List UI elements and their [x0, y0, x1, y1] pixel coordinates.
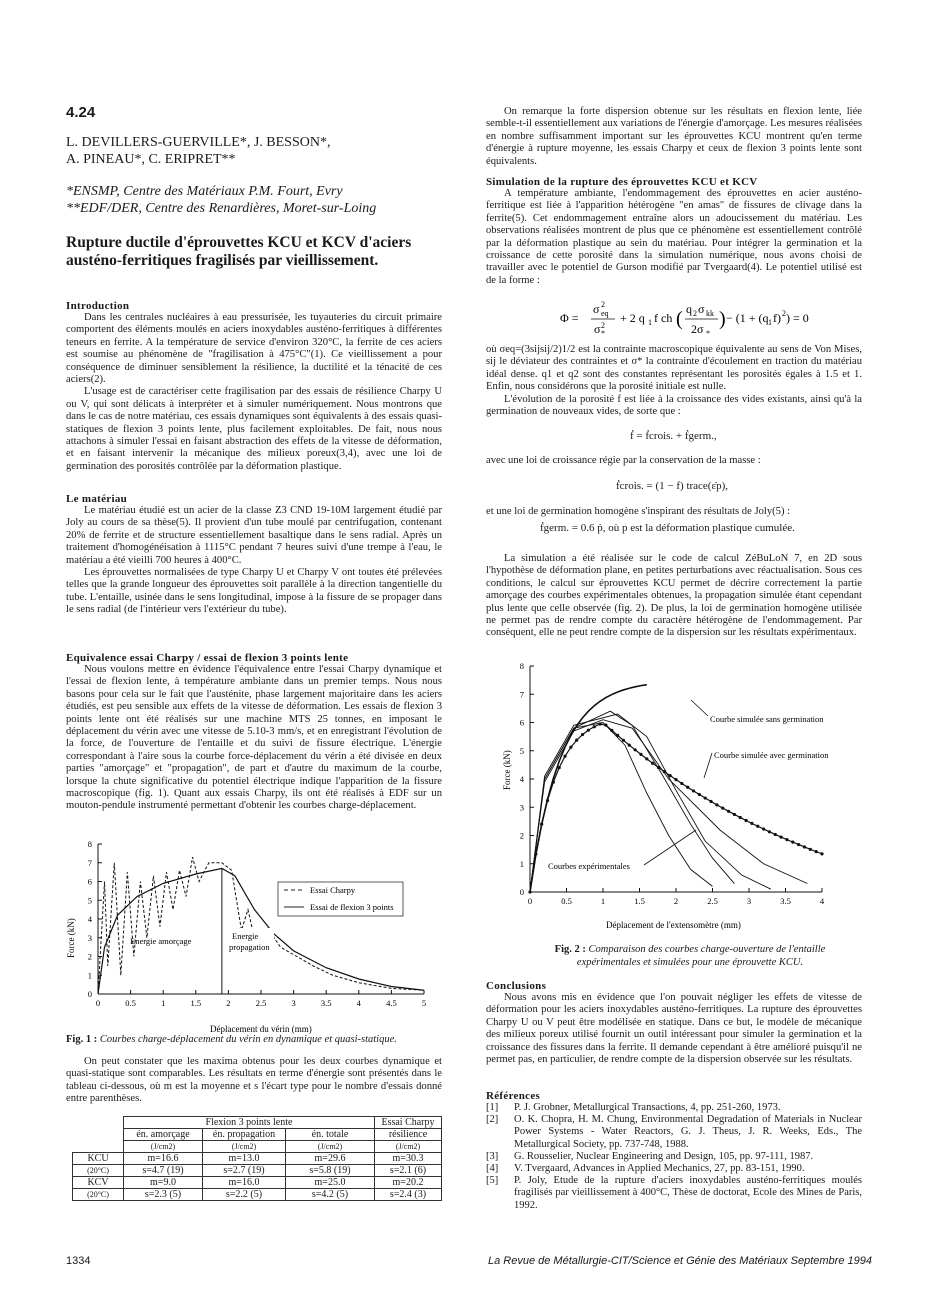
x-tick-label: 0.5 [561, 896, 572, 906]
reference-item: [5] P. Joly, Etude de la rupture d'aciers inoxydables austéno-ferritiques moulés fragilisés par vieillissement à 400°C, Thèse de doctorat, Ecole des Mines de Paris, 1992. [486, 1175, 862, 1211]
y-tick-label: 3 [519, 802, 524, 813]
page-number: 1334 [66, 1255, 91, 1267]
simulation-paragraph-4: avec une loi de croissance régie par la conservation de la masse : [486, 455, 761, 466]
y-tick-label: 7 [87, 857, 92, 868]
svg-text:eq: eq [601, 309, 609, 318]
equivalence-paragraph-2-wrap [66, 1056, 442, 1106]
table-col-propagation: én. propagation [203, 1129, 286, 1141]
table-cell: m=9.0 [124, 1177, 203, 1189]
figure-2-caption-2: expérimentales et simulées pour une éprouvette KCU. [576, 956, 804, 968]
table-cell: s=5.8 (19) [286, 1165, 375, 1177]
materiau-section [66, 493, 442, 617]
svg-text:1: 1 [648, 318, 652, 327]
figure-2-caption [520, 944, 860, 969]
table-header-charpy: Essai Charpy [375, 1117, 442, 1129]
affiliation-2: **EDF/DER, Centre des Renardières, Moret-sur-Loing [66, 201, 377, 216]
table-cell: m=29.6 [286, 1153, 375, 1165]
figure-2-xlabel: Déplacement de l'extensomètre (mm) [606, 920, 741, 930]
title-line-1: Rupture ductile d'éprouvettes KCU et KCV d'aciers [66, 234, 412, 251]
equation-gurson [560, 298, 809, 340]
svg-text:) = 0: ) = 0 [786, 311, 809, 325]
conclusions-section [486, 980, 862, 1066]
introduction-heading: Introduction [66, 300, 130, 312]
introduction-section [66, 300, 442, 473]
authors-line-2: A. PINEAU*, C. ERIPRET** [66, 152, 236, 167]
right-p5-wrap [486, 506, 862, 518]
y-tick-label: 6 [519, 717, 524, 728]
y-tick-label: 2 [519, 830, 524, 841]
table-unit: (J/cm2) [286, 1141, 375, 1153]
results-table-wrap [72, 1116, 442, 1201]
y-tick-label: 3 [87, 932, 92, 943]
x-tick-label: 1.5 [190, 998, 202, 1008]
table-cell: s=4.7 (19) [124, 1165, 203, 1177]
svg-text:Φ =: Φ = [560, 311, 579, 325]
svg-text:): ) [719, 308, 726, 330]
annotation-amorcage: Energie amorçage [130, 936, 192, 946]
svg-text:q: q [686, 302, 692, 316]
table-cell: s=2.1 (6) [375, 1165, 442, 1177]
table-row-temp: (20°C) [73, 1189, 124, 1201]
y-tick-label: 0 [87, 989, 92, 999]
legend-charpy: Essai Charpy [310, 885, 356, 895]
table-row-temp: (20°C) [73, 1165, 124, 1177]
y-tick-label: 0 [519, 887, 524, 897]
x-tick-label: 5 [421, 998, 427, 1008]
y-tick-label: 5 [519, 745, 524, 756]
paper-title [66, 234, 476, 270]
y-tick-label: 2 [87, 951, 92, 962]
x-tick-label: 0.5 [125, 998, 136, 1008]
simulation-heading: Simulation de la rupture des éprouvettes KCU et KCV [486, 176, 758, 189]
x-tick-label: 2 [226, 998, 231, 1008]
table-col-resilience: résilience [375, 1129, 442, 1141]
equivalence-section [66, 652, 442, 813]
equivalence-heading: Equivalence essai Charpy / essai de flexion 3 points lente [66, 652, 349, 664]
reference-item: [2] O. K. Chopra, H. M. Chung, Environmental Degradation of Materials in Nuclear Power Systems - Water Reactors, G. J. Theus, J. R. Weeks, Eds., The Metallurgical Society, pp. 737-748, 1988. [486, 1114, 862, 1150]
svg-text:1: 1 [768, 318, 772, 327]
materiau-paragraph-2: Les éprouvettes normalisées de type Charpy U et Charpy V ont toutes été prélevées telles que la grande longueur des éprouvettes soit parallèle à la direction tangentielle du tube. L'entaille, usinée dans le sens longitudinal, impose à la fissure de se propager dans le sens radial (de l'intérieur vers l'extérieur du tube). [66, 567, 442, 616]
svg-text:− (1 + (q: − (1 + (q [726, 311, 769, 325]
equation-nucleation: ḟgerm. = 0.6 ṗ, où p est la déformation plastique cumulée. [540, 522, 795, 534]
svg-text:σ: σ [593, 302, 600, 316]
introduction-paragraph-2: L'usage est de caractériser cette fragilisation par des essais de résilience Charpy U ou V, qui sont délicats à interpréter et à simuler numériquement. Nous montrons que dans le cas de notre matériau, ces essais dynamiques sont équivalents à des essais quasi-statiques de flexion 3 points lente, plus facilement exploitables. De fait, nous nous attachons à simuler l'essai en faisant abstraction des effets de la vitesse de déformation, et en faisant intervenir la mécanique des milieux poreux(3,4), avec une loi de germination des porosités contrôlée par la déformation plastique. [66, 386, 442, 472]
equivalence-paragraph-2: On peut constater que les maxima obtenus pour les deux courbes dynamique et quasi-statique sont comparables. Les résultats en terme d'énergie sont présentés dans le tableau ci-dessous, où m est la moyenne et s l'écart type pour le nombre d'essais donné entre parenthèses. [66, 1056, 442, 1105]
figure-1-caption-text: Courbes charge-déplacement du vérin en dynamique et quasi-statique. [99, 1034, 397, 1045]
table-cell: s=2.7 (19) [203, 1165, 286, 1177]
y-tick-label: 4 [519, 774, 524, 784]
svg-text:2: 2 [693, 309, 697, 318]
equation-porosity: ḟ = ḟcrois. + ḟgerm., [630, 430, 717, 442]
x-tick-label: 2.5 [707, 896, 718, 906]
y-tick-label: 1 [87, 970, 92, 981]
journal-footer: La Revue de Métallurgie-CIT/Science et Génie des Matériaux Septembre 1994 [488, 1255, 872, 1267]
table-unit: (J/cm2) [203, 1141, 286, 1153]
right-p4-wrap [486, 455, 862, 467]
x-tick-label: 3 [291, 998, 296, 1008]
svg-text:2: 2 [601, 300, 605, 309]
introduction-paragraph-1: Dans les centrales nucléaires à eau pressurisée, les tuyauteries du circuit primaire comportent des éléments moulés en aciers inoxydables austéno-ferritiques à différentes teneurs en ferrite. A la température de service d'environ 320°C, la ferrite de ces aciers est soumise au phénomène de "fragilisation à 475°C"(1). Ce vieillissement a pour conséquence de diminuer sensiblement la résilience, la ductilité et la ténacité de ces aciers(2). [66, 312, 442, 386]
table-col-amorcage: én. amorçage [124, 1129, 203, 1141]
x-tick-label: 4.5 [386, 998, 397, 1008]
svg-text:σ: σ [698, 302, 705, 316]
right-column-mid [486, 344, 862, 418]
x-tick-label: 3.5 [780, 896, 791, 906]
y-tick-label: 5 [87, 895, 92, 906]
simulation-paragraph-2: où σeq=(3sijsij/2)1/2 est la contrainte macroscopique équivalente au sens de Von Mises, sij le déviateur des contraintes et σ* la contrainte d'écoulement en traction du matériau idéal dense. q1 et q2 sont des constantes représentant les porosités égales à 1.5 et 1. Enfin, nous considérons que la porosité initiale est nulle. [486, 344, 862, 393]
simulation-paragraph-5: et une loi de germination homogène s'inspirant des résultats de Joly(5) : [486, 506, 791, 517]
table-cell: m=16.0 [203, 1177, 286, 1189]
table-cell: s=2.3 (5) [124, 1189, 203, 1201]
authors [66, 134, 330, 168]
simulation-paragraph-6: La simulation a été réalisée sur le code de calcul ZéBuLoN 7, en 2D sous l'hypothèse de déformation plane, en petites perturbations avec réactualisation. Sous ces conditions, le calcul sur éprouvettes KCU permet de décrire correctement la partie amorçage des courbes expérimentales obtenues, la propagation simulée étant cependant plus lente que celle observée (fig. 2). De plus, la loi de germination homogène utilisée ne permet pas de rendre compte du caractère hétérogène de l'endommagement. Par conséquent, elle ne peut rendre compte de la dispersion sur les résultats expérimentaux. [486, 553, 862, 639]
figure-1-axes [88, 839, 426, 1008]
figure-2-ylabel: Force (kN) [502, 750, 512, 790]
y-tick-label: 6 [87, 876, 92, 887]
figure-1-chart [60, 838, 444, 1034]
right-p6-wrap [486, 553, 862, 640]
svg-text:2: 2 [782, 309, 786, 318]
reference-item: [3] G. Rousselier, Nuclear Engineering and Design, 105, pp. 97-111, 1987. [486, 1150, 814, 1162]
conclusions-heading: Conclusions [486, 980, 547, 992]
svg-text:f ch: f ch [654, 311, 673, 325]
figure-1-legend [278, 882, 403, 916]
svg-text:*: * [706, 329, 710, 338]
right-column-top [486, 106, 862, 287]
x-tick-label: 1 [600, 896, 606, 906]
x-tick-label: 4 [356, 998, 361, 1008]
table-col-totale: én. totale [286, 1129, 375, 1141]
figure-2-caption-1: Comparaison des courbes charge-ouverture de l'entaille [588, 944, 826, 955]
table-cell: s=2.2 (5) [203, 1189, 286, 1201]
table-cell: m=30.3 [375, 1153, 442, 1165]
title-line-2: austéno-ferritiques fragilisés par vieillissement. [66, 252, 379, 269]
table-cell: m=20.2 [375, 1177, 442, 1189]
figure-1-label: Fig. 1 : [66, 1034, 98, 1045]
figure-1-caption [66, 1034, 446, 1047]
x-tick-label: 0 [527, 896, 533, 906]
figure-2-label: Fig. 2 : [554, 944, 586, 955]
svg-text:2σ: 2σ [691, 322, 704, 336]
svg-text:σ: σ [594, 322, 601, 336]
svg-text:2: 2 [601, 321, 605, 330]
table-cell: s=2.4 (3) [375, 1189, 442, 1201]
authors-line-1: L. DEVILLERS-GUERVILLE*, J. BESSON*, [66, 135, 331, 150]
right-paragraph-0: On remarque la forte dispersion obtenue sur les résultats en flexion lente, liée semble-t-il essentiellement aux variations de l'énergie d'amorçage. Les mesures réalisées en nombre suffisamment important sur les éprouvettes KCU montrent qu'en terme d'énergie à rupture moyenne, les essais Charpy et ceux de flexion 3 points lente sont équivalents. [486, 106, 862, 167]
svg-text:kk: kk [706, 309, 714, 318]
table-cell: s=4.2 (5) [286, 1189, 375, 1201]
y-tick-label: 8 [87, 839, 92, 849]
annotation-propagation-2: propagation [229, 942, 270, 952]
results-table [72, 1116, 442, 1201]
x-tick-label: 3 [746, 896, 752, 906]
y-tick-label: 4 [87, 914, 92, 924]
references-heading: Références [486, 1090, 541, 1102]
x-tick-label: 1.5 [634, 896, 645, 906]
y-tick-label: 8 [519, 661, 524, 671]
figure-1-xlabel: Déplacement du vérin (mm) [210, 1024, 312, 1034]
affiliations [66, 183, 376, 217]
x-tick-label: 1 [161, 998, 166, 1008]
table-row-label-kcv: KCV [73, 1177, 124, 1189]
reference-item: [1] P. J. Grobner, Metallurgical Transactions, 4, pp. 251-260, 1973. [486, 1102, 781, 1113]
affiliation-1: *ENSMP, Centre des Matériaux P.M. Fourt, Evry [66, 184, 343, 199]
x-tick-label: 0 [95, 998, 101, 1008]
materiau-heading: Le matériau [66, 493, 128, 505]
simulation-paragraph-3: L'évolution de la porosité f est liée à la croissance des vides existants, ainsi qu'à la germination de nouveaux vides, de sorte que : [486, 393, 862, 418]
series-charpy [98, 857, 424, 994]
svg-text:(: ( [676, 308, 683, 330]
svg-text:+ 2 q: + 2 q [620, 311, 645, 325]
annotation-propagation-1: Energie [232, 931, 259, 941]
simulation-paragraph-1: A température ambiante, l'endommagement des éprouvettes en acier austéno-ferritique est liée à l'apparition hétérogène "en amas" de fissures de clivage dans la ferrite(5). Cet endommagement entraîne alors un adoucissement du matériau. Les observations réalisées montrent de plus que ce phénomène est essentiellement contrôlé par la déformation plastique au sein du matériau. Pour intégrer la germination et la croissance de cette porosité dans la simulation numérique, nous avons choisi de travailler avec le potentiel de Gurson modifié par Tvergaard(4). Le potentiel utilisé est de la forme : [486, 188, 862, 286]
y-tick-label: 7 [519, 689, 524, 700]
annotation-sans-germination: Courbe simulée sans germination [710, 714, 824, 724]
svg-text:f): f) [773, 311, 781, 325]
figure-1-ylabel: Force (kN) [66, 918, 76, 958]
table-cell: m=16.6 [124, 1153, 203, 1165]
materiau-paragraph-1: Le matériau étudié est un acier de la classe Z3 CND 19-10M largement étudié par Joly au cours de sa thèse(5). Il provient d'un tube moulé par centrifugation, contenant 20% de ferrite et de structure essentiellement basaltique dans le sens radial. Après un traitement d'homogénéisation à 1115°C pendant 7 heures suivi d'une trempe à l'eau, le matériau a été vieilli 700 heures à 400°C. [66, 505, 442, 566]
equation-growth: ḟcrois. = (1 − f) trace(ε̇p), [616, 480, 729, 492]
svg-text:*: * [601, 329, 605, 338]
section-number: 4.24 [66, 104, 96, 121]
table-cell: m=25.0 [286, 1177, 375, 1189]
reference-item: [4] V. Tvergaard, Advances in Applied Mechanics, 27, pp. 83-151, 1990. [486, 1163, 805, 1175]
table-unit: (J/cm2) [124, 1141, 203, 1153]
table-header-flexion: Flexion 3 points lente [124, 1117, 375, 1129]
annotation-avec-germination: Courbe simulée avec germination [714, 750, 829, 760]
conclusions-paragraph: Nous avons mis en évidence que l'on pouvait négliger les effets de vitesse de déformation pour les aciers inoxydables austéno-ferritiques. La rupture des éprouvettes Charpy U ou V peut être modélisée en statique. Dans ce but, le modèle de mécanique des milieux poreux utilisé fournit un outil intéressant pour simuler la germination et la croissance des fissures dans la ferrite. Il demande cependant à être amélioré puisqu'il ne permet pas, en particulier, de rendre compte de la dispersion observée sur les résultats. [486, 992, 862, 1066]
table-cell: m=13.0 [203, 1153, 286, 1165]
y-tick-label: 1 [519, 858, 524, 869]
x-tick-label: 3.5 [320, 998, 332, 1008]
references-section [486, 1090, 862, 1212]
x-tick-label: 2 [673, 896, 679, 906]
legend-flexion: Essai de flexion 3 points [310, 902, 394, 912]
x-tick-label: 4 [819, 896, 825, 906]
equivalence-paragraph-1: Nous voulons mettre en évidence l'équivalence entre l'essai Charpy dynamique et l'essai de flexion lente, à température ambiante dans un premier temps. Nous nous basons pour cela sur le fait que l'austénite, phase largement majoritaire dans les aciers étudiés, est peu sensible aux effets de la vitesse de déformation. Les essais de flexion 3 points lente ont été réalisés sur une machine MTS 25 tonnes, en imposant le déplacement du vérin avec une vitesse de 5.10-3 mm/s, et en enregistrant l'évolution de la force, de l'ouverture de l'entaille et du suivi de fissure électrique. L'énergie correspondant à l'aire sous la courbe force-déplacement du vérin a été divisée en deux parties "amorçage" et "propagation", de part et d'autre du maximum de la courbe, lorsque la chute significative du potentiel électrique indique l'apparition de la fissure macroscopique (fig. 1). Quant aux essais Charpy, ils ont été réalisés à EDF sur un mouton-pendule instrumenté permettant d'obtenir les courbes charge-déplacement. [66, 664, 442, 812]
annotation-experimentales: Courbes expérimentales [548, 861, 630, 871]
table-row-label-kcu: KCU [73, 1153, 124, 1165]
x-tick-label: 2.5 [255, 998, 267, 1008]
table-unit: (J/cm2) [375, 1141, 442, 1153]
figure-2-chart [486, 660, 866, 936]
